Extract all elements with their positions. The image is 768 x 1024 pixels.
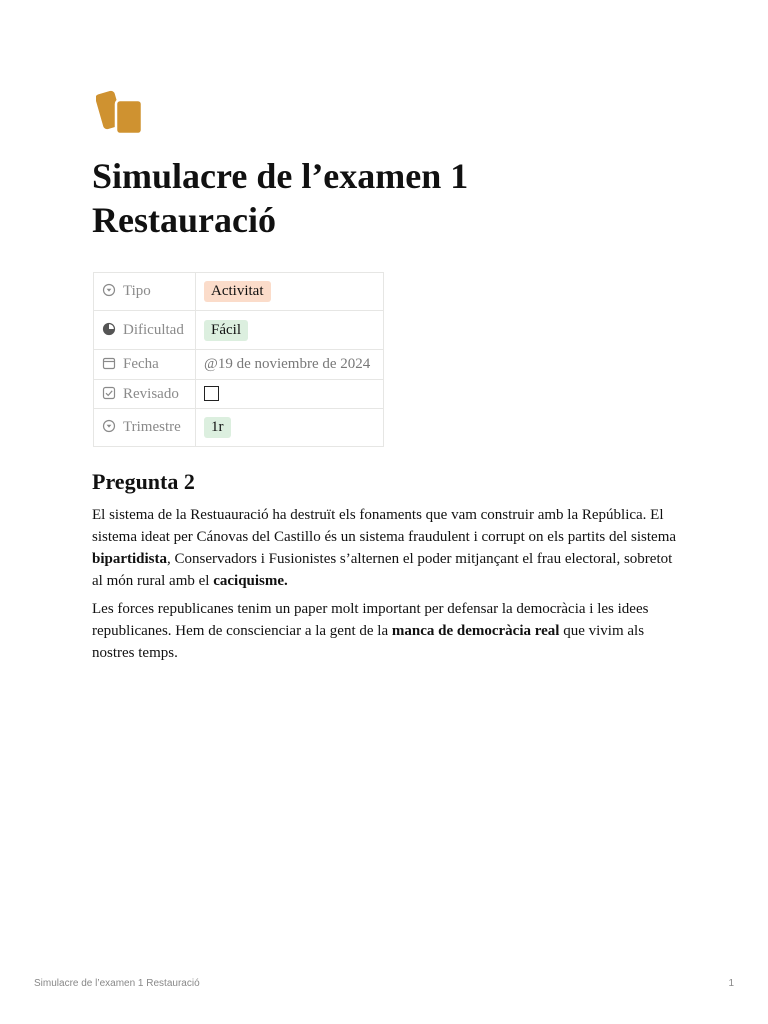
paragraph-text: El sistema de la Restuauració ha destruït els fonaments que vam construir amb la República. El sistema ideat per Cánovas del Castillo és un sistema fraudulent i corrupt on els partits del sistema [92,507,677,545]
calendar-icon [102,356,116,370]
property-key-revisado: Revisado [123,385,179,402]
cards-icon [96,90,144,136]
page-number: 1 [728,978,734,989]
page-title-line1: Simulacre de l’examen 1 [92,156,469,196]
property-row-tipo [94,273,384,311]
property-value-cell[interactable] [196,380,384,409]
dificultad-tag[interactable]: Fácil [204,320,248,341]
tipo-tag[interactable]: Activitat [204,281,271,302]
section-heading: Pregunta 2 [92,469,195,494]
property-key-fecha: Fecha [123,356,159,372]
checkbox-icon [102,386,116,400]
property-value-cell[interactable] [196,409,384,447]
property-value-cell[interactable] [196,311,384,350]
paragraph-text: que vivim als nostres temps. [92,623,645,661]
property-key-dificultad: Dificultad [123,321,184,338]
bold-text: manca de democràcia real [391,623,560,639]
select-icon [102,283,116,297]
revisado-checkbox[interactable] [204,386,219,401]
property-key-cell [94,350,196,380]
page-title [92,154,692,242]
property-key-cell [94,380,196,409]
property-key-tipo: Tipo [123,283,151,299]
trimestre-tag[interactable]: 1r [204,417,231,438]
paragraph-text: , Conservadors i Fusionistes s’alternen el poder mitjançant el frau electoral, sobretot al món rural amb el [92,551,673,589]
property-row-trimestre [94,409,384,447]
bold-text: bipartidista [92,551,168,567]
paragraph-2 [92,598,682,664]
fecha-value[interactable]: @19 de noviembre de 2024 [204,356,371,372]
footer-title: Simulacre de l’examen 1 Restauració [34,978,200,989]
property-value-cell[interactable] [196,350,384,380]
property-key-cell [94,273,196,311]
property-row-revisado [94,380,384,409]
property-row-fecha [94,350,384,380]
select-icon [102,419,116,433]
property-key-cell [94,409,196,447]
bold-text: caciquisme. [213,573,288,589]
page-title-line2: Restauració [92,200,276,240]
property-row-dificultad [94,311,384,350]
paragraph-text: Les forces republicanes tenim un paper molt important per defensar la democràcia i les idees republicanes. Hem de conscienciar a la gent de la [92,601,649,639]
property-key-trimestre: Trimestre [123,419,181,435]
properties-table [93,272,384,447]
status-icon [102,322,116,336]
paragraph-1 [92,504,682,592]
property-key-cell [94,311,196,350]
property-value-cell[interactable] [196,273,384,311]
